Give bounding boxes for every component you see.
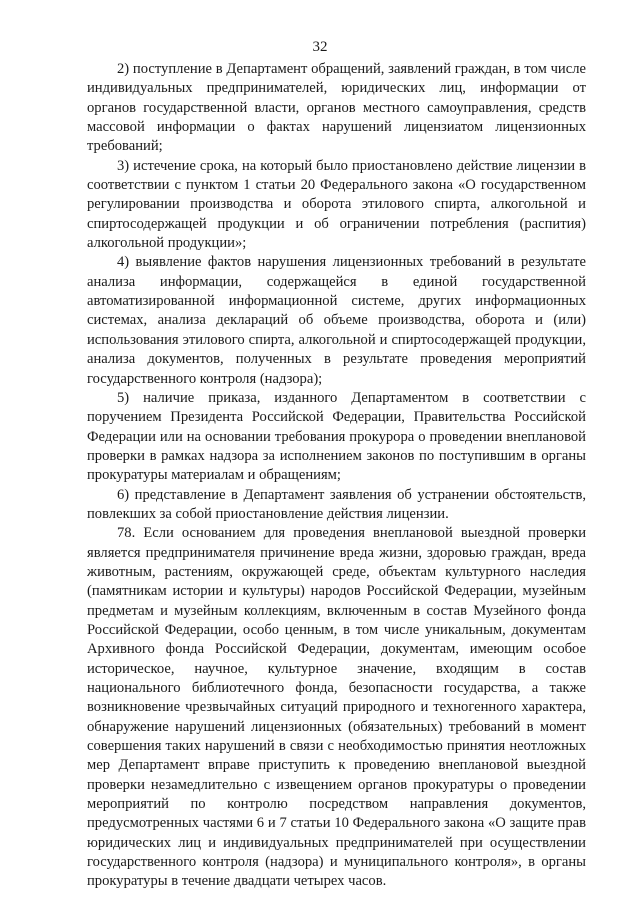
paragraph-item-4: 4) выявление фактов нарушения лицензионных требований в результате анализа информации, содержащейся в единой государственной автоматизированной информационной системе, других информационных системах, анализа деклараций об объеме производства, оборота и (или) использования этилового спирта, алкогольной и спиртосодержащей продукции, анализа документов, полученных в результате проведения мероприятий государственного контроля (надзора); xyxy=(87,254,586,387)
paragraph-item-6: 6) представление в Департамент заявления об устранении обстоятельств, повлекших за собой приостановление действия лицензии. xyxy=(87,486,586,522)
paragraph-item-2: 2) поступление в Департамент обращений, заявлений граждан, в том числе индивидуальных предпринимателей, юридических лиц, информации от органов государственной власти, органов местного самоуправления, средств массовой информации о фактах нарушений лицензиатом лицензионных требований; xyxy=(87,61,586,155)
paragraph-item-5: 5) наличие приказа, изданного Департаментом в соответствии с поручением Президента Российской Федерации, Правительства Российской Федерации или на основании требования прокурора о проведении внеплановой проверки в рамках надзора за исполнением законов по поступившим в органы прокуратуры материалам и обращениям; xyxy=(87,389,586,484)
paragraph-clause-78: 78. Если основанием для проведения внеплановой выездной проверки является предпринимателя причинение вреда жизни, здоровью граждан, вреда животным, растениям, окружающей среде, объектам культурного наследия (памятникам истории и культуры) народов Российской Федерации, музейным предметам и музейным коллекциям, включенным в состав Музейного фонда Российской Федерации, особо ценным, в том числе уникальным, документам Архивного фонда Российской Федерации, документам, имеющим особое историческое, научное, культурное значение, входящим в состав национального библиотечного фонда, безопасности государства, а также возникновение чрезвычайных ситуаций природного и техногенного характера, обнаружение нарушений лицензионных (обязательных) требований в момент совершения таких нарушений в связи с необходимостью принятия неотложных мер Департамент вправе приступить к проведению внеплановой выездной проверки незамедлительно с извещением органов прокуратуры о проведении мероприятий по контролю посредством направления документов, предусмотренных частями 6 и 7 статьи 10 Федерального закона «О защите прав юридических лиц и индивидуальных предпринимателей при осуществлении государственного контроля (надзора) и муниципального контроля», в органы прокуратуры в течение двадцати четырех часов. xyxy=(87,525,586,890)
document-body xyxy=(87,60,586,892)
page-number: 32 xyxy=(312,39,328,55)
paragraph-item-3: 3) истечение срока, на который было приостановлено действие лицензии в соответствии с пунктом 1 статьи 20 Федерального закона «О государственном регулировании производства и оборота этилового спирта, алкогольной и спиртосодержащей продукции и об ограничении потребления (распития) алкогольной продукции»; xyxy=(87,157,586,252)
